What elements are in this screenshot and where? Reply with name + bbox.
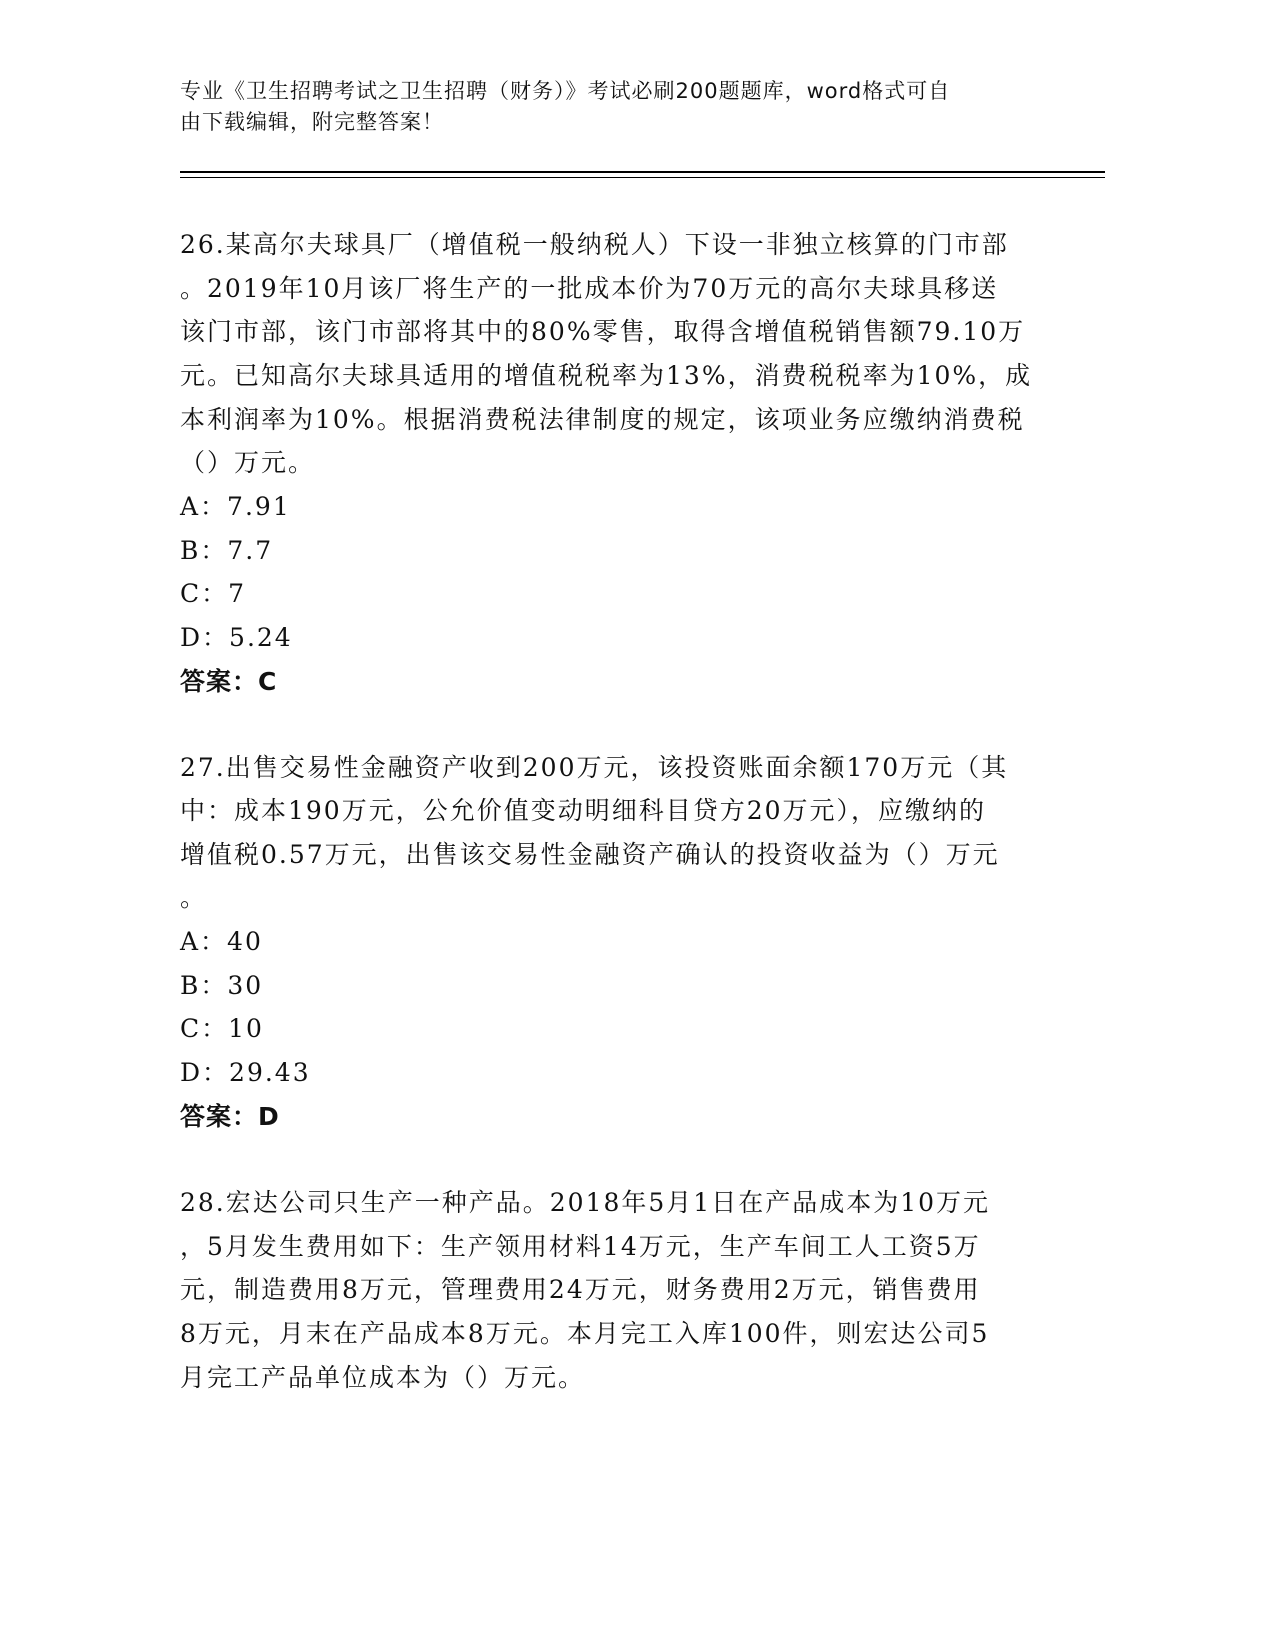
option-c: C：7 <box>180 579 247 608</box>
option-d: D：29.43 <box>180 1058 311 1087</box>
option-c: C：10 <box>180 1014 264 1043</box>
question-text: （）万元。 <box>180 448 316 477</box>
option-b: B：30 <box>180 971 264 1000</box>
question-text: 本利润率为10%。根据消费税法律制度的规定，该项业务应缴纳消费税 <box>180 405 1025 434</box>
question-text: 8万元，月末在产品成本8万元。本月完工入库100件，则宏达公司5 <box>180 1319 990 1348</box>
answer: 答案：C <box>180 667 278 696</box>
question-text: 月完工产品单位成本为（）万元。 <box>180 1363 586 1392</box>
answer: 答案：D <box>180 1102 280 1131</box>
question-text: 中：成本190万元，公允价值变动明细科目贷方20万元），应缴纳的 <box>180 796 987 825</box>
question-text: 该门市部，该门市部将其中的80%零售，取得含增值税销售额79.10万 <box>180 317 1026 346</box>
question-text: 元。已知高尔夫球具适用的增值税税率为13%，消费税税率为10%，成 <box>180 361 1033 390</box>
option-d: D：5.24 <box>180 623 293 652</box>
header-line: 专业《卫生招聘考试之卫生招聘（财务）》考试必刷200题题库，word格式可自 <box>180 79 951 103</box>
header-line: 由下载编辑，附完整答案！ <box>180 110 444 134</box>
question-text: 26.某高尔夫球具厂（增值税一般纳税人）下设一非独立核算的门市部 <box>180 230 1009 259</box>
question-text: 27.出售交易性金融资产收到200万元，该投资账面余额170万元（其 <box>180 753 1009 782</box>
question-text: 增值税0.57万元，出售该交易性金融资产确认的投资收益为（）万元 <box>180 840 1000 869</box>
option-b: B：7.7 <box>180 536 274 565</box>
question-text: ，5月发生费用如下：生产领用材料14万元，生产车间工人工资5万 <box>180 1232 981 1261</box>
option-a: A：7.91 <box>180 492 291 521</box>
header-divider <box>180 177 1105 178</box>
question-text: 。 <box>180 883 208 912</box>
question-text: 元，制造费用8万元，管理费用24万元，财务费用2万元，销售费用 <box>180 1275 981 1304</box>
header-divider <box>180 171 1105 173</box>
question-text: 28.宏达公司只生产一种产品。2018年5月1日在产品成本为10万元 <box>180 1188 991 1217</box>
question-text: 。2019年10月该厂将生产的一批成本价为70万元的高尔夫球具移送 <box>180 274 999 303</box>
option-a: A：40 <box>180 927 263 956</box>
